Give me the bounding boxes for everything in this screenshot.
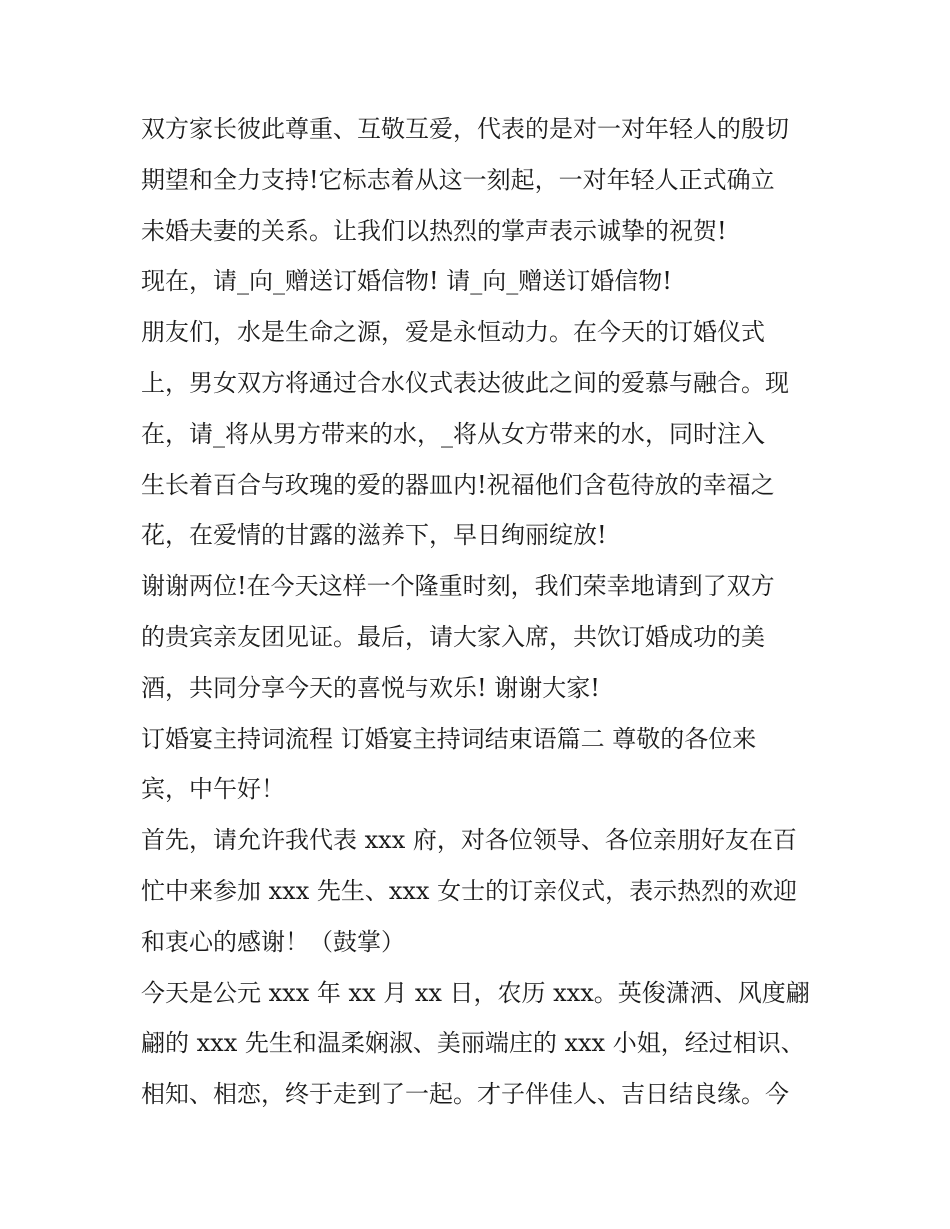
text-line: 酒，共同分享今天的喜悦与欢乐! 谢谢大家!: [141, 673, 600, 702]
text-line: 花，在爱情的甘露的滋养下，早日绚丽绽放!: [141, 521, 607, 550]
text-line: 双方家长彼此尊重、互敬互爱，代表的是对一对年轻人的殷切: [141, 115, 789, 143]
text-line: 在，请_将从男方带来的水，_将从女方带来的水，同时注入: [141, 419, 765, 448]
text-line: 生长着百合与玫瑰的爱的器皿内!祝福他们含苞待放的幸福之: [141, 470, 775, 499]
text-line: 订婚宴主持词流程 订婚宴主持词结束语篇二 尊敬的各位来: [141, 724, 757, 753]
text-line: 期望和全力支持!它标志着从这一刻起，一对年轻人正式确立: [141, 165, 775, 194]
text-line: 现在，请_向_赠送订婚信物! 请_向_赠送订婚信物!: [141, 267, 672, 296]
text-line: 谢谢两位!在今天这样一个隆重时刻，我们荣幸地请到了双方: [141, 572, 775, 601]
text-line: 今天是公元 xxx 年 xx 月 xx 日，农历 xxx。英俊潇洒、风度翩: [141, 978, 810, 1007]
text-line: 的贵宾亲友团见证。最后，请大家入席，共饮订婚成功的美: [141, 622, 765, 651]
text-line: 首先，请允许我代表 xxx 府，对各位领导、各位亲朋好友在百: [141, 826, 797, 855]
text-line: 朋友们，水是生命之源，爱是永恒动力。在今天的订婚仪式: [141, 318, 765, 347]
text-line: 和衷心的感谢！（鼓掌）: [141, 927, 405, 956]
text-line: 忙中来参加 xxx 先生、xxx 女士的订亲仪式，表示热烈的欢迎: [141, 876, 798, 905]
document-body: [141, 104, 841, 1120]
text-line: 未婚夫妻的关系。让我们以热烈的掌声表示诚挚的祝贺!: [141, 216, 727, 245]
text-line: 宾，中午好！: [141, 775, 285, 804]
text-line: 相知、相恋，终于走到了一起。才子伴佳人、吉日结良缘。今: [141, 1080, 789, 1109]
text-line: 上，男女双方将通过合水仪式表达彼此之间的爱慕与融合。现: [141, 368, 789, 397]
text-line: 翩的 xxx 先生和温柔娴淑、美丽端庄的 xxx 小姐，经过相识、: [141, 1029, 805, 1058]
